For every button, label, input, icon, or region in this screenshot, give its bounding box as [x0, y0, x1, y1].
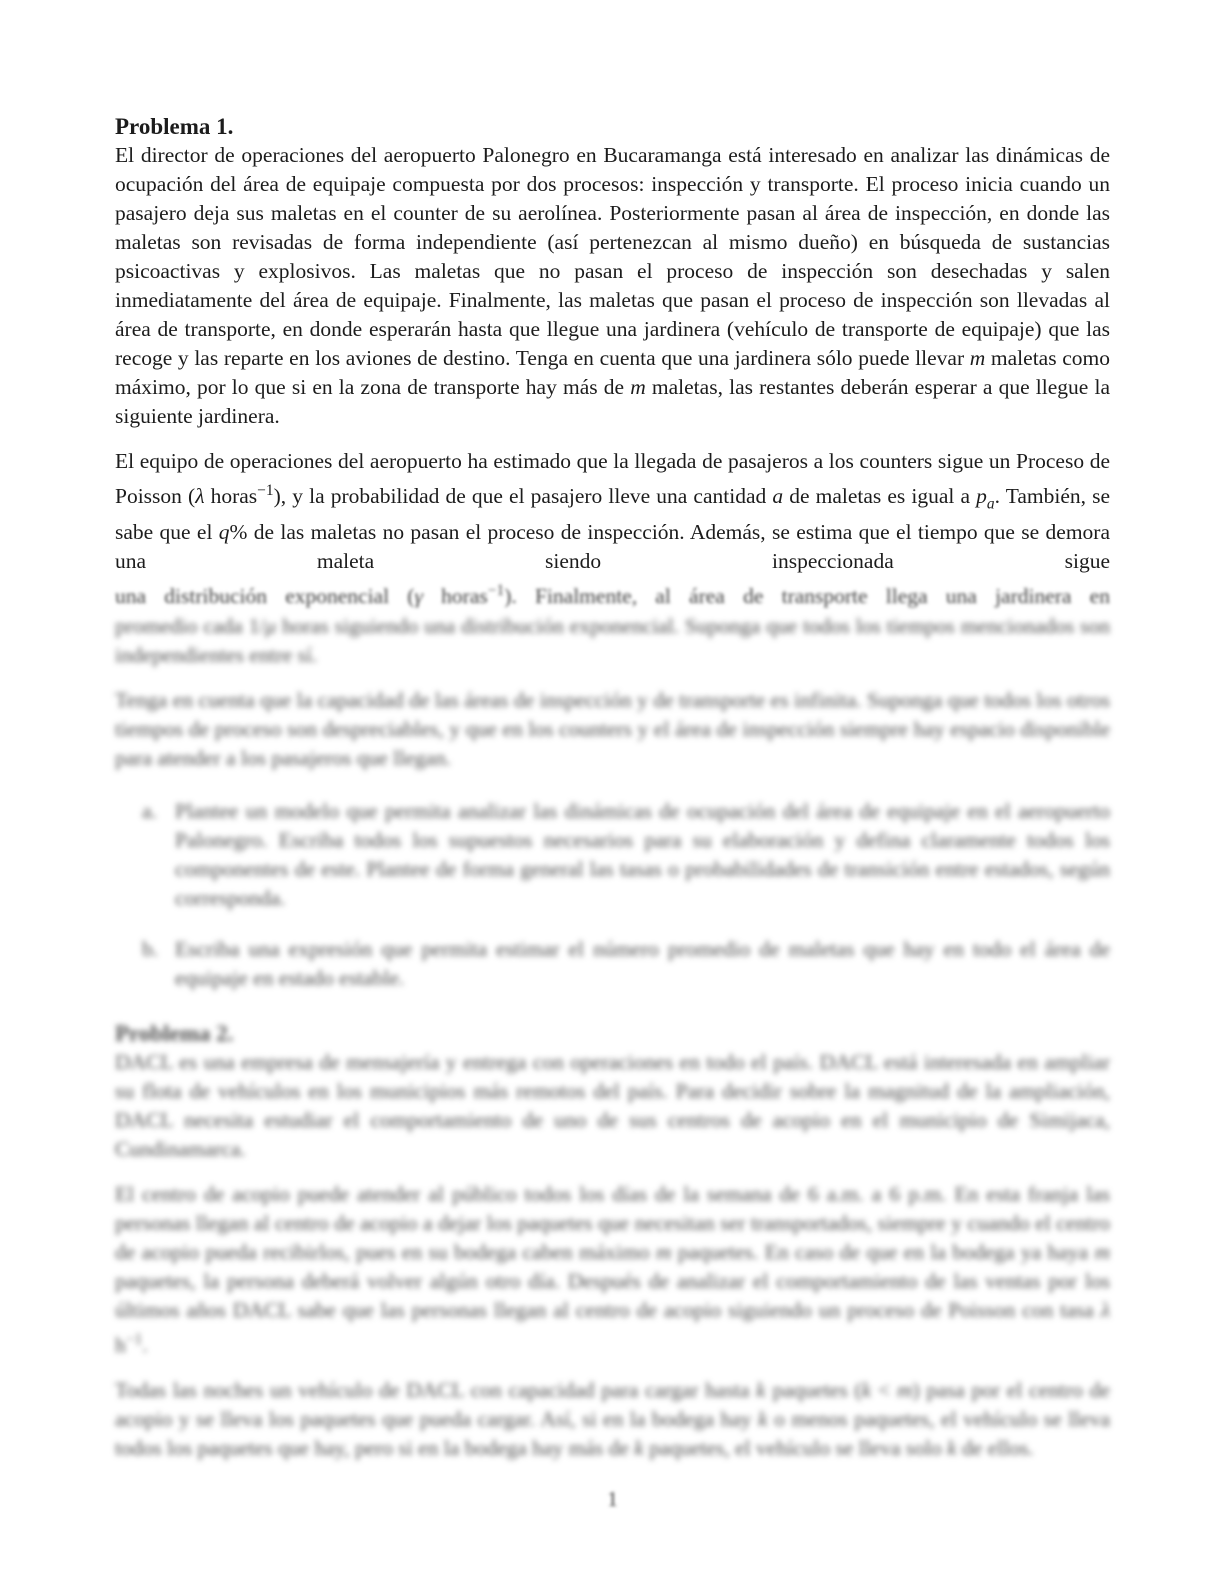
problem2-paragraph-3: Todas las noches un vehículo de DACL con capacidad para cargar hasta k paquetes (k < m) pasa por el centro de acopio y se lleva los paquetes que pueda cargar. Así, si en la bodega hay k o menos paquetes, el vehículo se lleva todos los paquetes que hay, pero si en la bodega hay más de k paquetes, el vehículo se lleva solo k de ellos. [115, 1377, 1110, 1460]
problem1-paragraph-1: El director de operaciones del aeropuerto Palonegro en Bucaramanga está interesado en analizar las dinámicas de ocupación del área de equipaje compuesta por dos procesos: inspección y transporte. El proceso inicia cuando un pasajero deja sus maletas en el counter de su aerolínea. Posteriormente pasan al área de inspección, en donde las maletas son revisadas de forma independiente (así pertenezcan al mismo dueño) en búsqueda de sustancias psicoactivas y explosivos. Las maletas que no pasan el proceso de inspección son desechadas y salen inmediatamente del área de equipaje. Finalmente, las maletas que pasan el proceso de inspección son llevadas al área de transporte, en donde esperarán hasta que llegue una jardinera (vehículo de transporte de equipaje) que las recoge y las reparte en los aviones de destino. Tenga en cuenta que una jardinera sólo puede llevar m maletas como máximo, por lo que si en la zona de transporte hay más de m maletas, las restantes deberán esperar a que llegue la siguiente jardinera. [115, 143, 1110, 428]
problem1-heading: Problema 1. [115, 114, 234, 139]
item-b-text: Escriba una expresión que permita estimar el número promedio de maletas que hay en todo el área de equipaje en estado estable. [175, 936, 1110, 990]
problem2-heading: Problema 2. [115, 1020, 234, 1046]
problem1-paragraph-2-sharp: El equipo de operaciones del aeropuerto ha estimado que la llegada de pasajeros a los counters sigue un Proceso de Poisson (λ horas$^{-1}$), y la probabilidad de que el pasajero lleve una cantidad a de maletas es igual a $p_a$. También, se sabe que el q% de las maletas no pasan el proceso de inspección. Además, se estima que el tiempo que se demora una maleta siendo inspeccionada sigue [115, 449, 1111, 574]
problem2-paragraph-2: El centro de acopio puede atender al público todos los días de la semana de 6 a.m. a 6 p.m. En esta franja las personas llegan al centro de acopio a dejar los paquetes que necesitan ser transportados, siempre y cuando el centro de acopio pueda recibirlos, pues en su bodega caben máximo m paquetes. En caso de que en la bodega ya haya m paquetes, la persona deberá volver algún otro día. Después de analizar el comportamiento de las ventas por los últimos años DACL sabe que las personas llegan al centro de acopio siguiendo un proceso de Poisson con tasa λ $h^{-1}$. [115, 1181, 1111, 1357]
item-a-text: Plantee un modelo que permita analizar las dinámicas de ocupación del área de equipaje en el aeropuerto Palonegro. Escriba todos los supuestos necesarios para su elaboración y defina claramente todos los componentes de este. Plantee de forma general las tasas o probabilidades de transición entre estados, según corresponda. [175, 798, 1110, 910]
problem1-paragraph-2-blur-rest: promedio cada 1/μ horas siguiendo una distribución exponencial. Suponga que todos los tiempos mencionados son independientes entre sí. [115, 613, 1110, 667]
list-item-a [142, 797, 1110, 913]
problem1-paragraph-3: Tenga en cuenta que la capacidad de las áreas de inspección y de transporte es infinita. Suponga que todos los otros tiempos de proceso son despreciables, y que en los counters y el área de inspección siempre hay espacio disponible para atender a los pasajeros que llegan. [115, 687, 1110, 770]
problem2-paragraph-1: DACL es una empresa de mensajería y entrega con operaciones en todo el país. DACL está interesada en ampliar su flota de vehículos en los municipios más remotos del país. Para decidir sobre la magnitud de la ampliación, DACL necesita estudiar el comportamiento de uno de sus centros de acopio en el municipio de Simijaca, Cundinamarca. [115, 1049, 1110, 1161]
problem1-paragraph-2-blur-line: una distribución exponencial (γ horas$^{-1}$). Finalmente, al área de transporte llega una jardinera en [115, 582, 1110, 609]
problem1-item-list [142, 797, 1110, 993]
item-a-label: a. [142, 798, 157, 823]
item-b-label: b. [142, 936, 159, 961]
page-number: 1 [607, 1486, 618, 1511]
list-item-b [142, 935, 1110, 993]
